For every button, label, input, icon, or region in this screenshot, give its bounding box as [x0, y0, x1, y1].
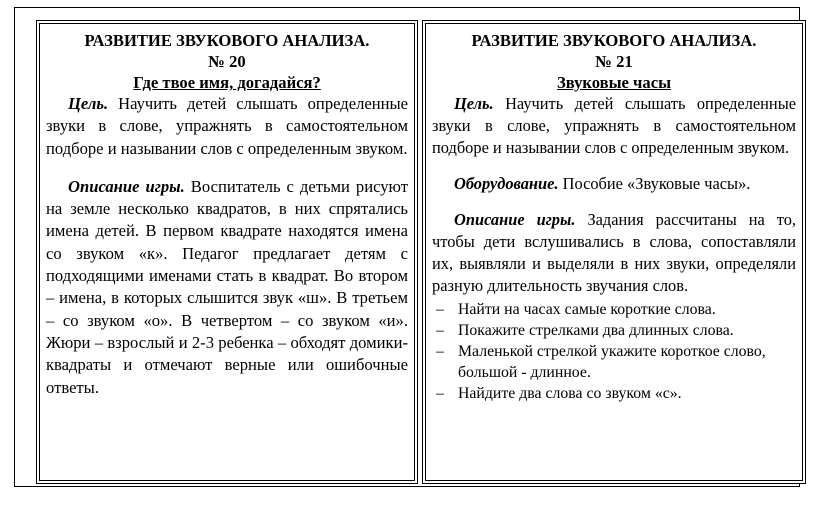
goal-paragraph: [432, 93, 796, 159]
game-card-21: [422, 20, 806, 484]
equipment-paragraph: [432, 173, 796, 195]
list-item: – Найти на часах самые короткие слова.: [432, 299, 796, 320]
goal-paragraph: [46, 93, 408, 160]
description-label: Описание игры.: [454, 210, 576, 229]
game-name: Где твое имя, догадайся?: [133, 73, 321, 92]
equipment-label: Оборудование.: [454, 174, 559, 193]
description-text: Задания рассчитаны на то, чтобы дети вслушивались в слова, сопоставляли их, выявляли и выделяли в них звуки, определяли разную длительность звучания слов.: [432, 210, 796, 295]
description-paragraph: [46, 176, 408, 399]
equipment-text: Пособие «Звуковые часы».: [562, 174, 751, 193]
list-item: – Покажите стрелками два длинных слова.: [432, 320, 796, 341]
card-title: РАЗВИТИЕ ЗВУКОВОГО АНАЛИЗА.: [471, 31, 757, 50]
goal-text: Научить детей слышать определенные звуки в слове, упражнять в самостоятельном подборе и назывании слов с определенным звуком.: [432, 94, 796, 157]
description-text: Воспитатель с детьми рисуют на земле несколько квадратов, в них спрятались имена детей. В первом квадрате находятся имена со звуком «к». Педагог предлагает детям с подходящими именами стать в квадрат. Во втором – имена, в которых слышится звук «ш». В третьем – со звуком «о». В четвертом – со звуком «и». Жюри – взрослый и 2-3 ребенка – обходят домики-квадраты и отмечают верные или ошибочные ответы.: [46, 176, 408, 397]
list-item: – Найдите два слова со звуком «с».: [432, 383, 796, 404]
card-title: РАЗВИТИЕ ЗВУКОВОГО АНАЛИЗА.: [84, 31, 370, 50]
description-label: Описание игры.: [68, 176, 185, 196]
list-item: – Маленькой стрелкой укажите короткое слово, большой - длинное.: [432, 341, 796, 383]
game-card-20: [36, 20, 418, 484]
description-paragraph: [432, 209, 796, 297]
game-name: Звуковые часы: [556, 73, 672, 92]
goal-text: Научить детей слышать определенные звуки в слове, упражнять в самостоятельном подборе и назывании слов с определенным звуком.: [46, 94, 408, 158]
card-number: № 20: [208, 52, 246, 71]
card-number: № 21: [595, 52, 633, 71]
goal-label: Цель.: [454, 94, 494, 113]
page-frame: [14, 7, 800, 487]
goal-label: Цель.: [68, 94, 109, 113]
task-list: [432, 299, 796, 404]
